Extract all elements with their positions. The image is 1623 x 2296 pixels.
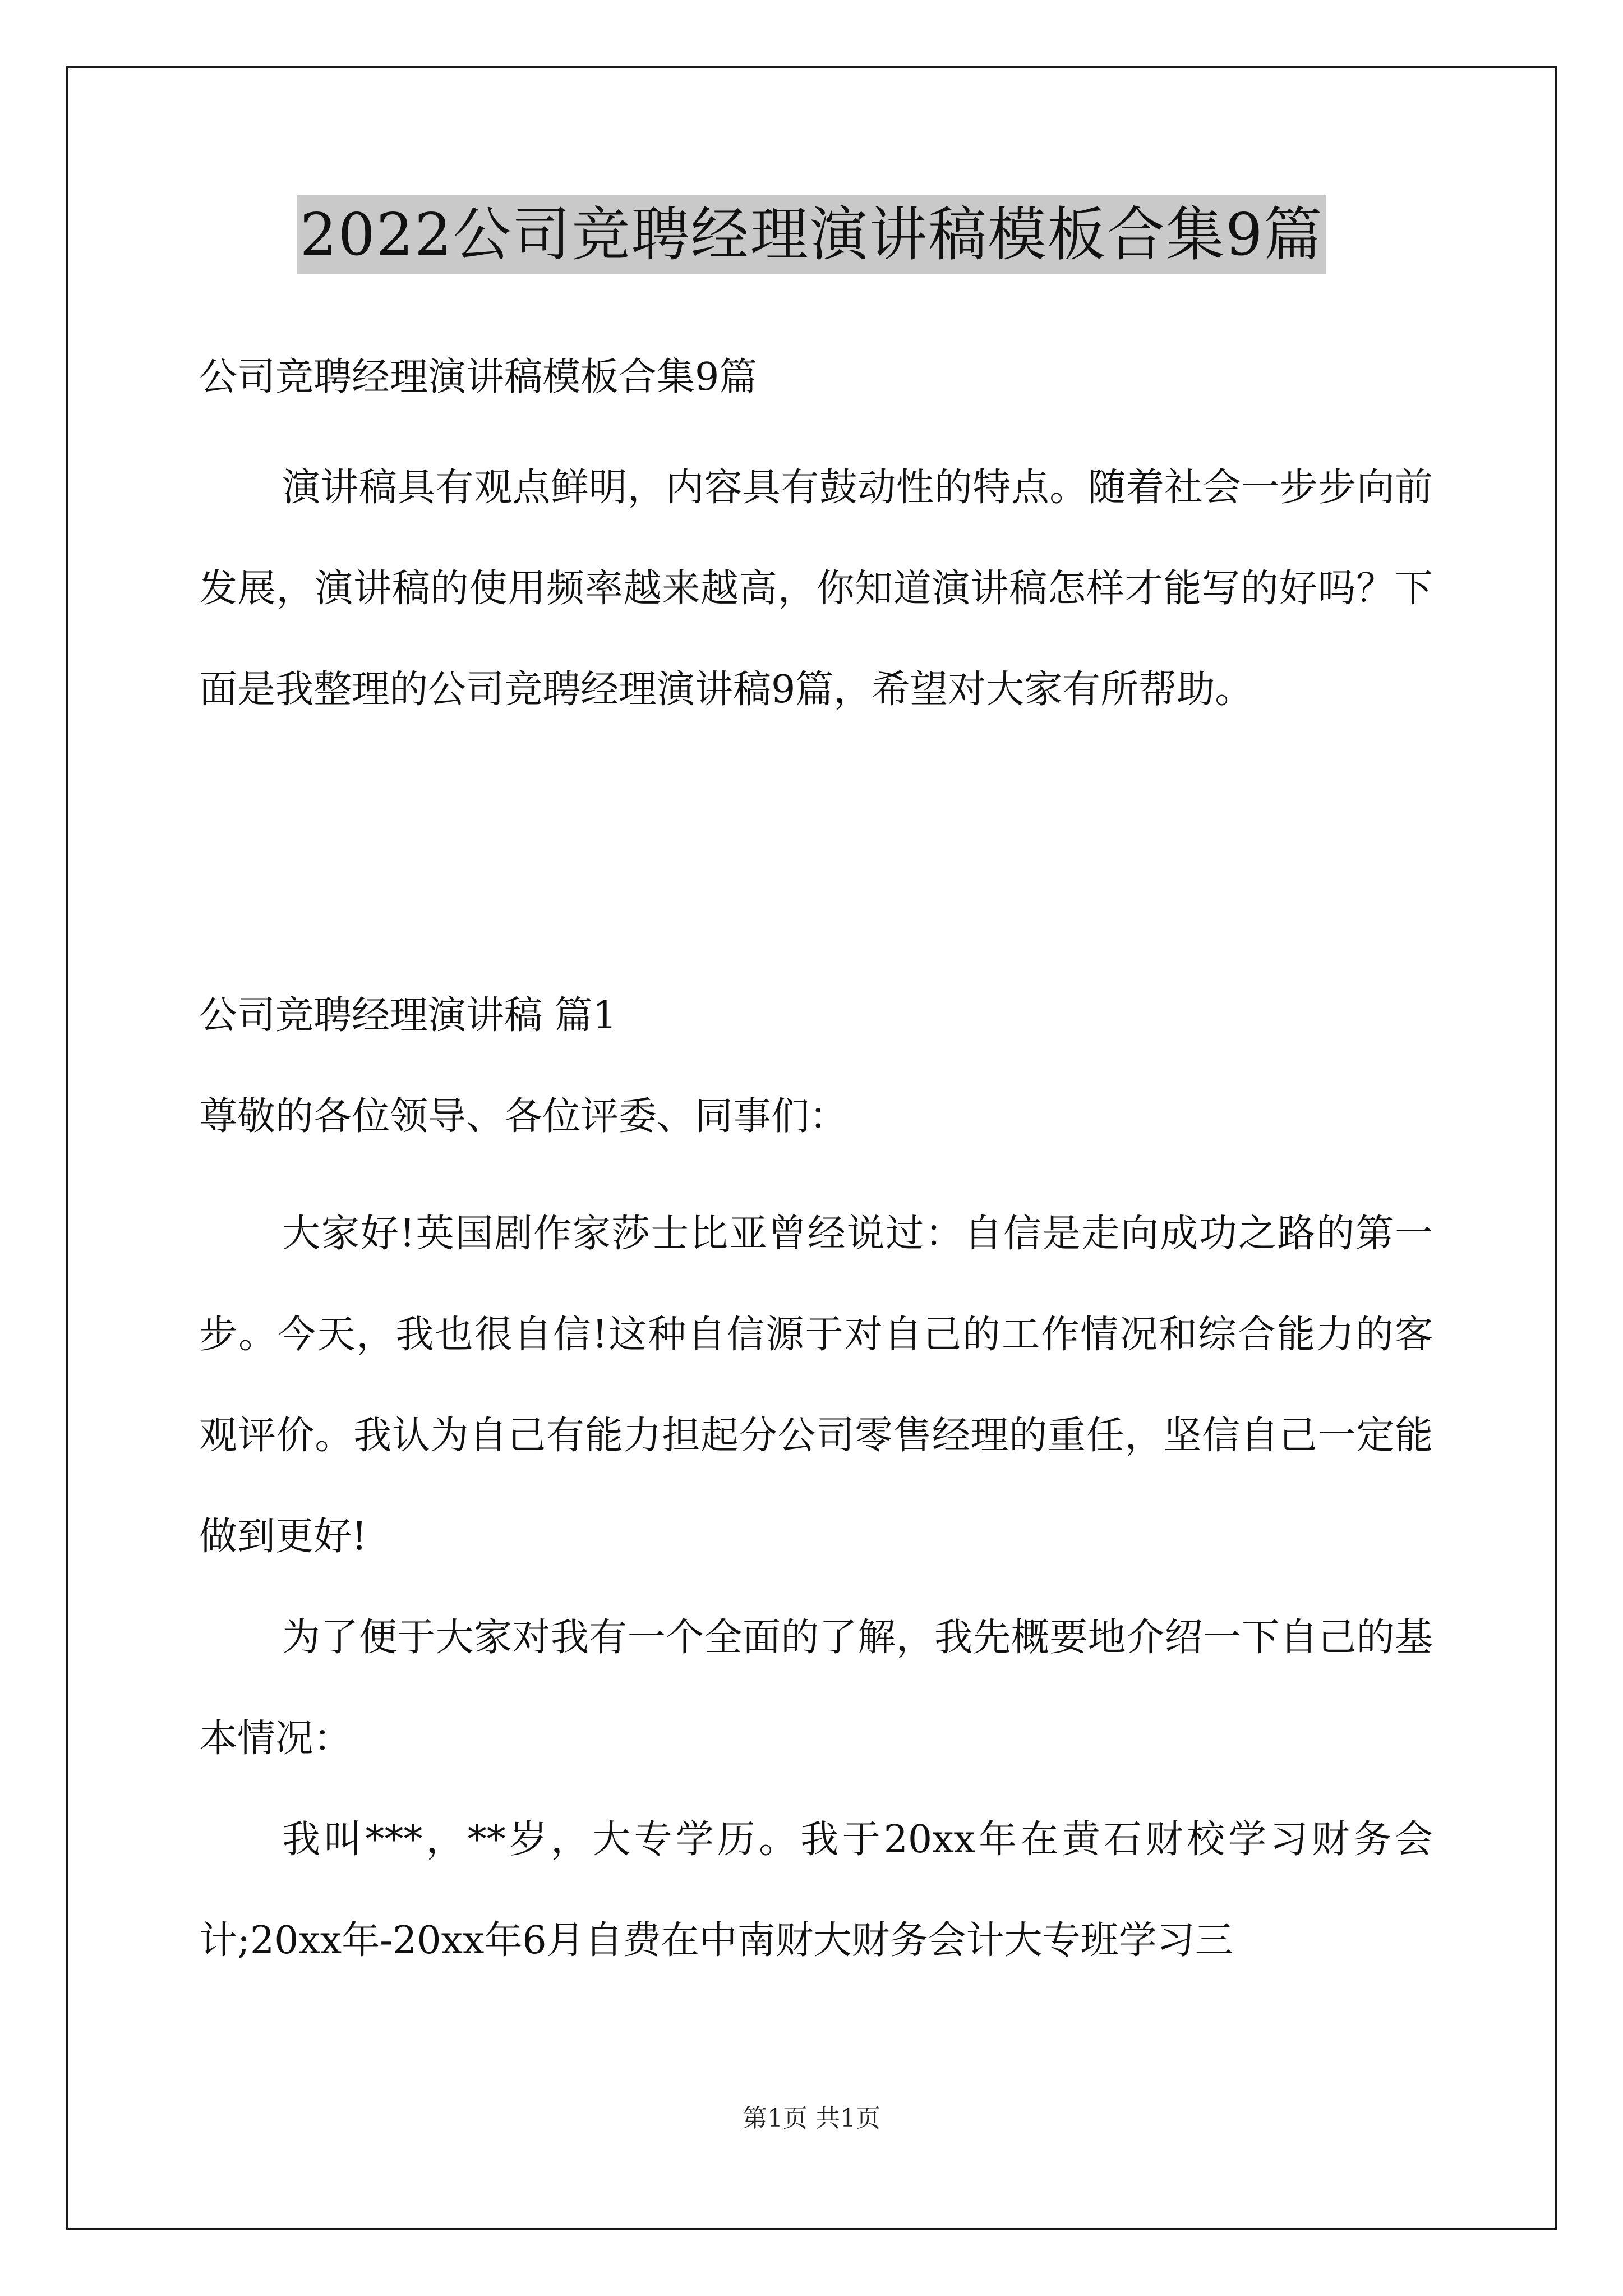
page-footer: 第1页 共1页 — [743, 2104, 880, 2133]
body-paragraph-2: 为了便于大家对我有一个全面的了解，我先概要地介绍一下自己的基本情况： — [199, 1616, 1433, 1761]
document-subtitle: 公司竞聘经理演讲稿模板合集9篇 — [199, 355, 758, 399]
body-paragraph-1: 大家好!英国剧作家莎士比亚曾经说过：自信是走向成功之路的第一步。今天，我也很自信!这种自信源于对自己的工作情况和综合能力的客观评价。我认为自己有能力担起分公司零售经理的重任，坚信自己一定能做到更好! — [199, 1212, 1433, 1559]
salutation: 尊敬的各位领导、各位评委、同事们： — [199, 1094, 848, 1139]
body-paragraph-3: 我叫***，**岁，大专学历。我于20xx年在黄石财校学习财务会计;20xx年-20xx年6月自费在中南财大财务会计大专班学习三 — [199, 1818, 1433, 1963]
title-container — [66, 195, 1557, 274]
section-heading: 公司竞聘经理演讲稿 篇1 — [199, 993, 617, 1038]
intro-paragraph: 演讲稿具有观点鲜明，内容具有鼓动性的特点。随着社会一步步向前发展，演讲稿的使用频率越来越高，你知道演讲稿怎样才能写的好吗？下面是我整理的公司竞聘经理演讲稿9篇，希望对大家有所帮助。 — [199, 466, 1433, 712]
document-title: 2022公司竞聘经理演讲稿模板合集9篇 — [297, 195, 1327, 274]
